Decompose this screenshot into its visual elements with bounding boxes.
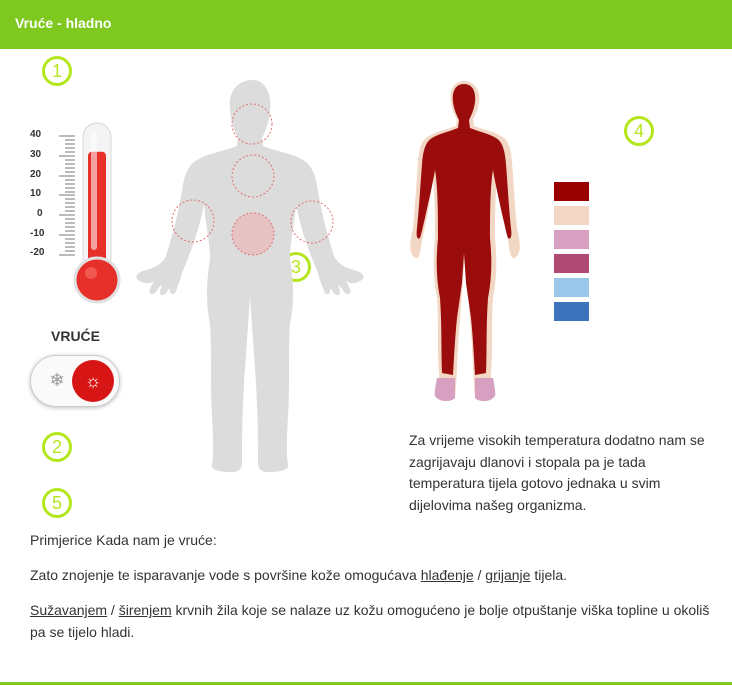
option-cooling-link[interactable]: hlađenje xyxy=(420,567,474,583)
legend-swatch-3 xyxy=(554,230,589,249)
hot-cold-toggle[interactable] xyxy=(30,355,120,407)
heatmap-body xyxy=(405,78,525,408)
legend-swatch-6 xyxy=(554,302,589,321)
example-intro: Primjerice Kada nam je vruće: xyxy=(30,532,217,548)
line1-separator: / xyxy=(473,567,486,583)
step-3-button[interactable]: 3 xyxy=(281,252,311,282)
example-line-1 xyxy=(30,564,567,586)
line2-text-end: krvnih žila koje se nalaze uz kožu omogućeno je bolje otpuštanje viška topline u okoliš pa se tijelo hladi. xyxy=(30,602,710,640)
scale-label-minus-10: -10 xyxy=(30,228,45,239)
step-1-button[interactable]: 1 xyxy=(42,56,72,86)
bottom-border xyxy=(0,682,732,685)
legend-swatch-5 xyxy=(554,278,589,297)
scale-label-40: 40 xyxy=(30,129,42,140)
step-5-button[interactable]: 5 xyxy=(42,488,72,518)
example-line-2 xyxy=(30,599,710,643)
line1-text-end: tijela. xyxy=(530,567,568,583)
scale-label-minus-20: -20 xyxy=(30,247,45,258)
option-widening-link[interactable]: širenjem xyxy=(118,602,172,618)
option-heating-link[interactable]: grijanje xyxy=(485,567,531,583)
scale-label-10: 10 xyxy=(30,188,42,199)
thermometer-ticks xyxy=(59,136,75,255)
thermometer xyxy=(55,120,125,305)
option-narrowing-link[interactable]: Sužavanjem xyxy=(30,602,108,618)
legend-swatch-4 xyxy=(554,254,589,273)
sun-icon: ☼ xyxy=(84,371,102,391)
legend-swatch-1 xyxy=(554,182,589,201)
zone-abdomen[interactable] xyxy=(232,213,274,255)
snowflake-icon: ❄ xyxy=(49,370,65,390)
scale-label-0: 0 xyxy=(37,208,43,219)
toggle-knob xyxy=(72,360,114,402)
step-4-button[interactable]: 4 xyxy=(624,116,654,146)
body-silhouette xyxy=(130,76,370,476)
description-text: Za vrijeme visokih temperatura dodatno nam se zagrijavaju dlanovi i stopala pa je tada temperatura tijela gotovo jednaka u svim dijelovima našeg organizma. xyxy=(409,432,705,513)
line1-text-start: Zato znojenje te isparavanje vode s površine kože omogućava xyxy=(30,567,421,583)
legend-swatch-2 xyxy=(554,206,589,225)
header-bar xyxy=(0,0,732,49)
line2-separator: / xyxy=(107,602,119,618)
page-title: Vruće - hladno xyxy=(15,15,112,31)
toggle-label: VRUĆE xyxy=(51,328,101,344)
step-2-button[interactable]: 2 xyxy=(42,432,72,462)
scale-label-20: 20 xyxy=(30,169,42,180)
scale-label-30: 30 xyxy=(30,149,42,160)
